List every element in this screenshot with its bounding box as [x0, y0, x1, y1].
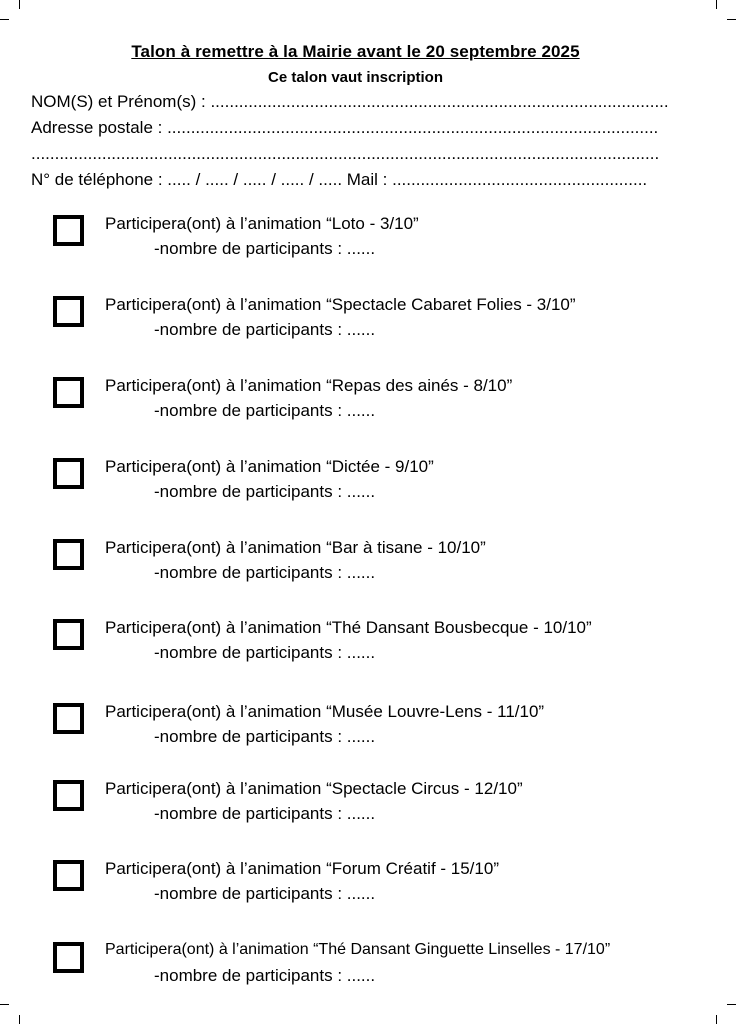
form-title: Talon à remettre à la Mairie avant le 20 septembre 2025	[131, 42, 580, 61]
participants-count-field[interactable]: -nombre de participants : ......	[154, 966, 376, 985]
activity-label: Participera(ont) à l’animation “Repas des ainés - 8/10”	[105, 376, 513, 395]
activity-item	[0, 214, 736, 274]
address-field-continued[interactable]: .....................................................................................................................................	[31, 144, 660, 163]
participants-count-field[interactable]: -nombre de participants : ......	[154, 884, 376, 903]
activity-item	[0, 779, 736, 839]
activity-label: Participera(ont) à l’animation “Musée Louvre-Lens - 11/10”	[105, 702, 545, 721]
participants-count-field[interactable]: -nombre de participants : ......	[154, 643, 376, 662]
activity-item	[0, 457, 736, 517]
activity-checkbox[interactable]	[53, 215, 84, 246]
activity-item	[0, 376, 736, 436]
crop-mark-left-bottom	[0, 1004, 9, 1005]
activity-item	[0, 295, 736, 355]
activity-item	[0, 538, 736, 598]
crop-mark-bottom-left	[19, 1015, 20, 1024]
activity-item	[0, 941, 736, 1001]
activity-checkbox[interactable]	[53, 377, 84, 408]
form-subtitle: Ce talon vaut inscription	[267, 69, 444, 86]
crop-mark-top-right	[716, 0, 717, 9]
phone-mail-field[interactable]: N° de téléphone : ..... / ..... / ..... / ..... / ..... Mail : ......................................................	[31, 170, 648, 189]
crop-mark-top-left	[19, 0, 20, 9]
activity-checkbox[interactable]	[53, 860, 84, 891]
activity-label: Participera(ont) à l’animation “Spectacle Cabaret Folies - 3/10”	[105, 295, 576, 314]
activity-label: Participera(ont) à l’animation “Bar à tisane - 10/10”	[105, 538, 486, 557]
activity-item	[0, 859, 736, 919]
crop-mark-left-top	[0, 19, 9, 20]
name-field[interactable]: NOM(S) et Prénom(s) : .................................................................................................	[31, 92, 669, 111]
activity-label: Participera(ont) à l’animation “Thé Dansant Ginguette Linselles - 17/10”	[105, 941, 611, 958]
activity-item	[0, 618, 736, 678]
crop-mark-right-bottom	[727, 1004, 736, 1005]
activity-label: Participera(ont) à l’animation “Dictée - 9/10”	[105, 457, 434, 476]
activity-checkbox[interactable]	[53, 458, 84, 489]
activity-label: Participera(ont) à l’animation “Spectacle Circus - 12/10”	[105, 779, 523, 798]
participants-count-field[interactable]: -nombre de participants : ......	[154, 239, 376, 258]
activity-label: Participera(ont) à l’animation “Forum Créatif - 15/10”	[105, 859, 499, 878]
activity-checkbox[interactable]	[53, 703, 84, 734]
activity-item	[0, 702, 736, 762]
participants-count-field[interactable]: -nombre de participants : ......	[154, 563, 376, 582]
activity-checkbox[interactable]	[53, 296, 84, 327]
address-field[interactable]: Adresse postale : ........................................................................................................	[31, 118, 659, 137]
participants-count-field[interactable]: -nombre de participants : ......	[154, 804, 376, 823]
activity-label: Participera(ont) à l’animation “Thé Dansant Bousbecque - 10/10”	[105, 618, 592, 637]
participants-count-field[interactable]: -nombre de participants : ......	[154, 727, 376, 746]
activity-label: Participera(ont) à l’animation “Loto - 3/10”	[105, 214, 419, 233]
participants-count-field[interactable]: -nombre de participants : ......	[154, 401, 376, 420]
activity-checkbox[interactable]	[53, 539, 84, 570]
participants-count-field[interactable]: -nombre de participants : ......	[154, 320, 376, 339]
crop-mark-right-top	[727, 19, 736, 20]
activity-checkbox[interactable]	[53, 942, 84, 973]
activity-checkbox[interactable]	[53, 780, 84, 811]
participants-count-field[interactable]: -nombre de participants : ......	[154, 482, 376, 501]
crop-mark-bottom-right	[716, 1015, 717, 1024]
activity-checkbox[interactable]	[53, 619, 84, 650]
